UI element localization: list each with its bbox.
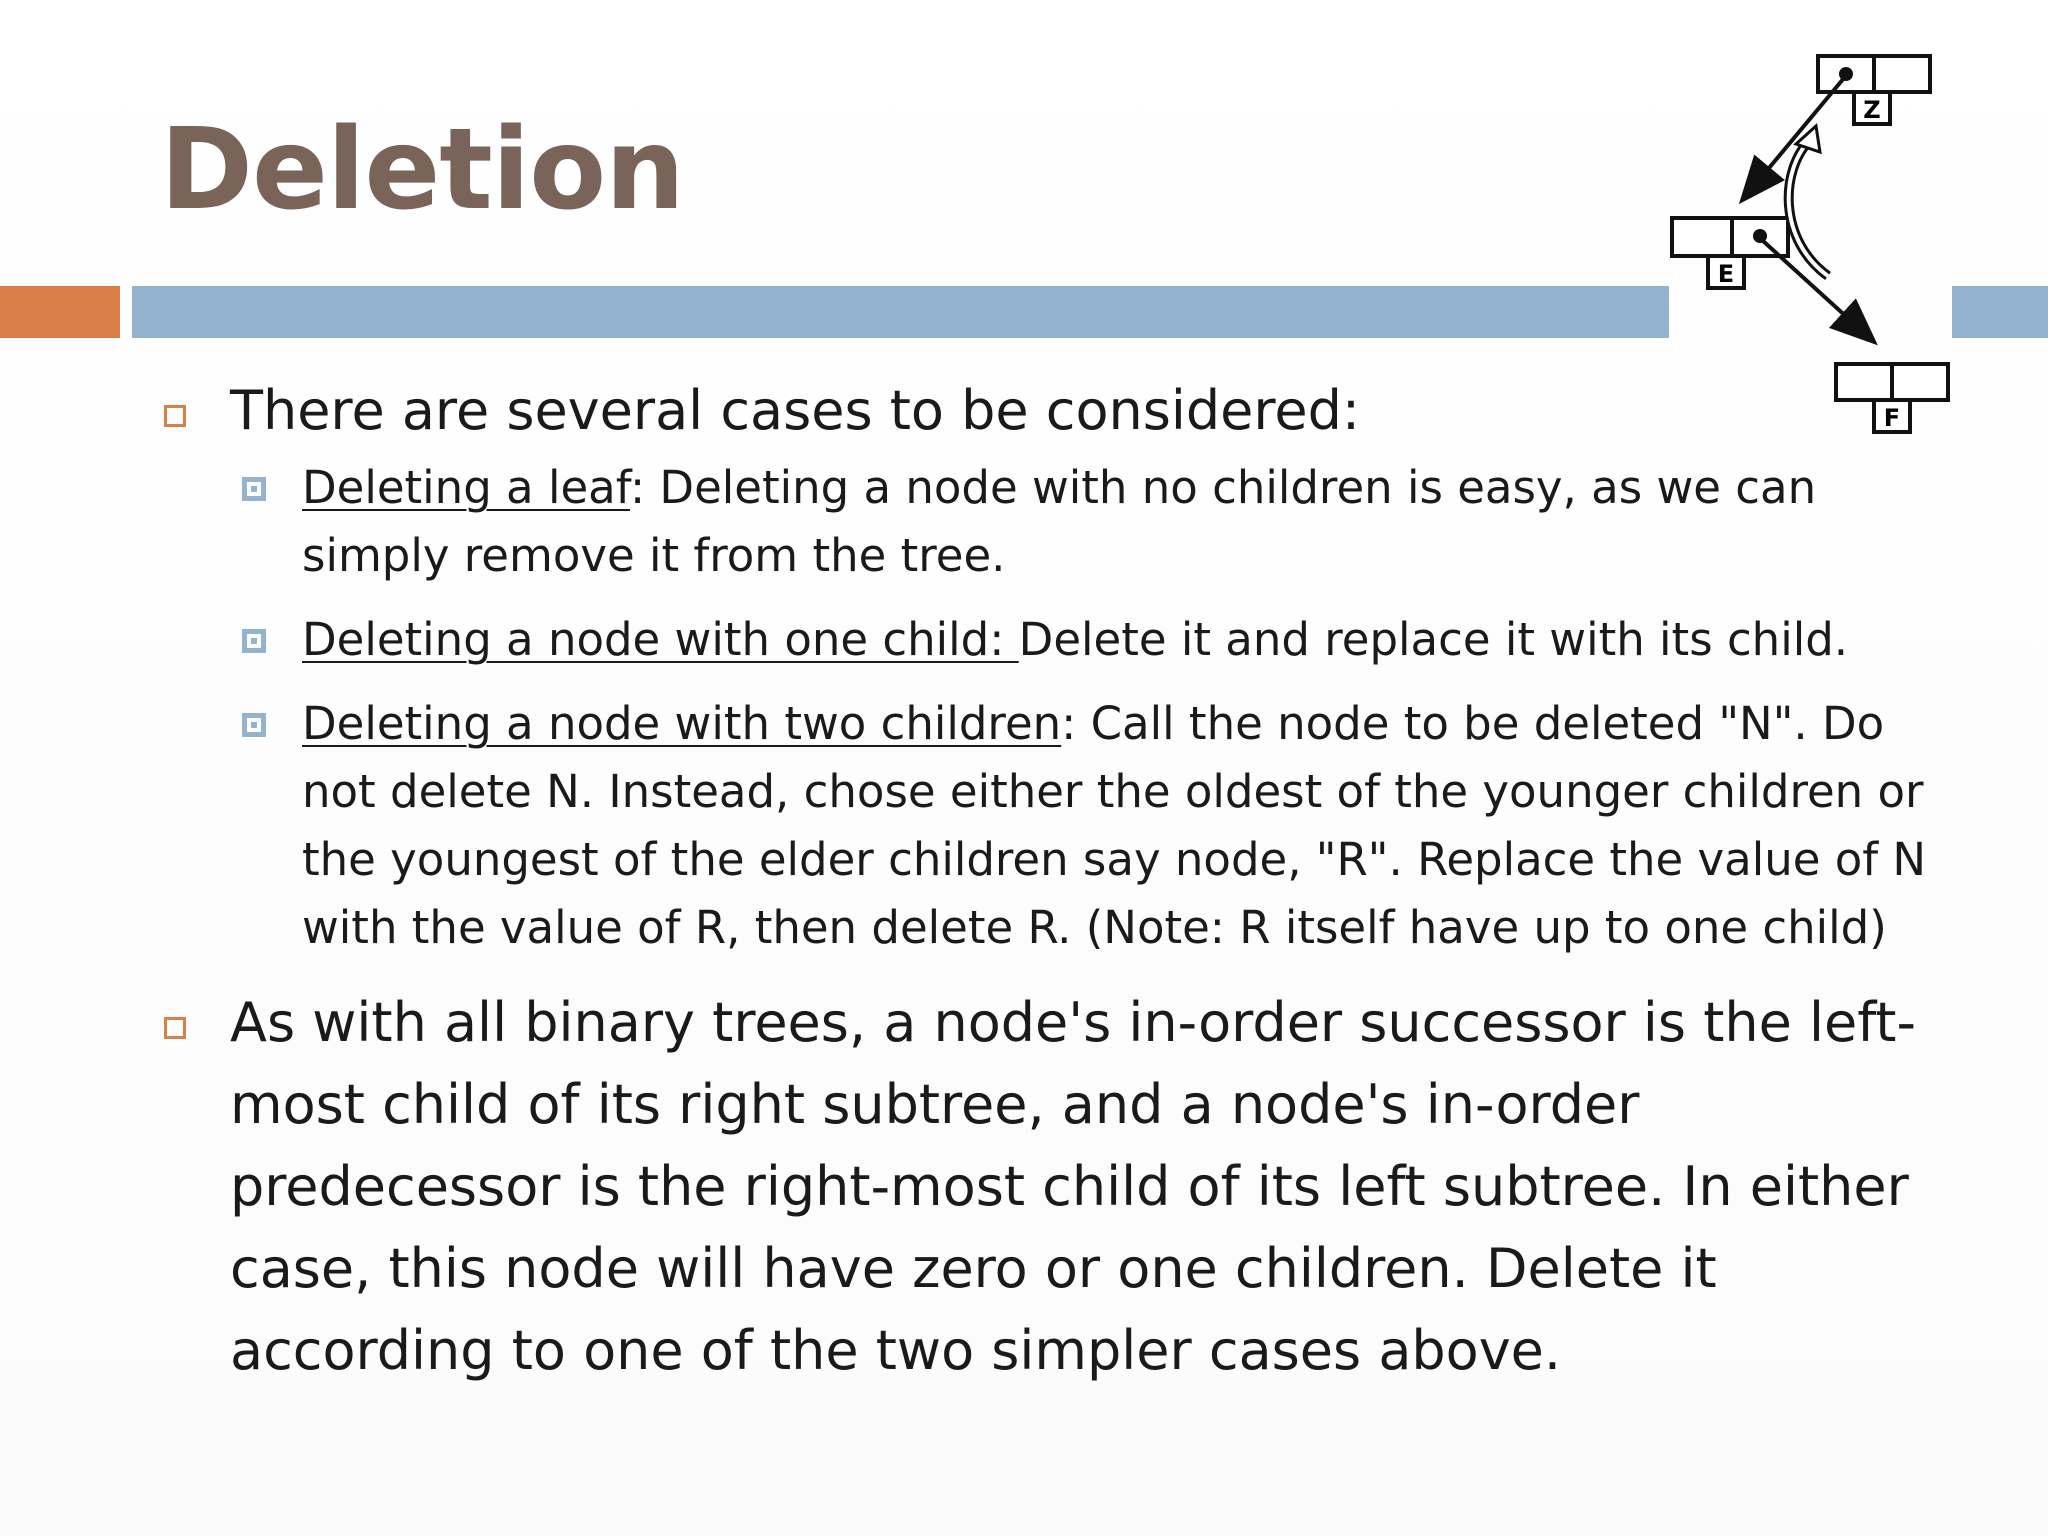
node-e-label: E xyxy=(1717,260,1735,288)
sub-bullet-one-child xyxy=(302,606,1960,674)
slide-title: Deletion xyxy=(160,105,684,235)
slide-body xyxy=(160,370,1960,1392)
node-e xyxy=(1672,218,1788,288)
pointer-e-to-f xyxy=(1762,240,1872,340)
square-bullet-icon xyxy=(242,713,266,737)
node-z-label: Z xyxy=(1863,96,1881,124)
accent-bar-blue-right xyxy=(1952,286,2048,338)
accent-bar-orange xyxy=(0,286,120,338)
sub-bullet-two-children-text: : Call the node to be deleted "N". Do not delete N. Instead, chose either the oldest of the younger children or the youngest of the elder children say node, "R". Replace the value of N with the value of R, then delete R. (Note: R itself have up to one child) xyxy=(302,697,1927,954)
sub-bullet-one-child-label: Deleting a node with one child: xyxy=(302,613,1019,666)
square-bullet-icon xyxy=(164,405,186,427)
sub-bullet-two-children xyxy=(302,690,1960,962)
bullet-successor-text: As with all binary trees, a node's in-order successor is the left-most child of its right subtree, and a node's in-order predecessor is the right-most child of its left subtree. In either case, this node will have zero or one children. Delete it according to one of the two simpler cases above. xyxy=(230,991,1916,1382)
square-bullet-icon xyxy=(164,1017,186,1039)
sub-bullet-one-child-text: Delete it and replace it with its child. xyxy=(1018,613,1849,666)
square-bullet-icon xyxy=(242,629,266,653)
bullet-cases-text: There are several cases to be considered: xyxy=(230,379,1361,442)
sub-bullet-leaf-text: : Deleting a node with no children is easy, as we can simply remove it from the tree. xyxy=(302,461,1817,582)
sub-bullet-two-children-label: Deleting a node with two children xyxy=(302,697,1062,750)
sub-bullet-leaf xyxy=(302,454,1960,590)
node-f-label: F xyxy=(1883,404,1901,432)
bullet-successor xyxy=(160,982,1960,1392)
bullet-cases xyxy=(160,370,1960,452)
accent-bar-blue xyxy=(132,286,1669,338)
sub-bullet-leaf-label: Deleting a leaf xyxy=(302,461,630,514)
square-bullet-icon xyxy=(242,477,266,501)
